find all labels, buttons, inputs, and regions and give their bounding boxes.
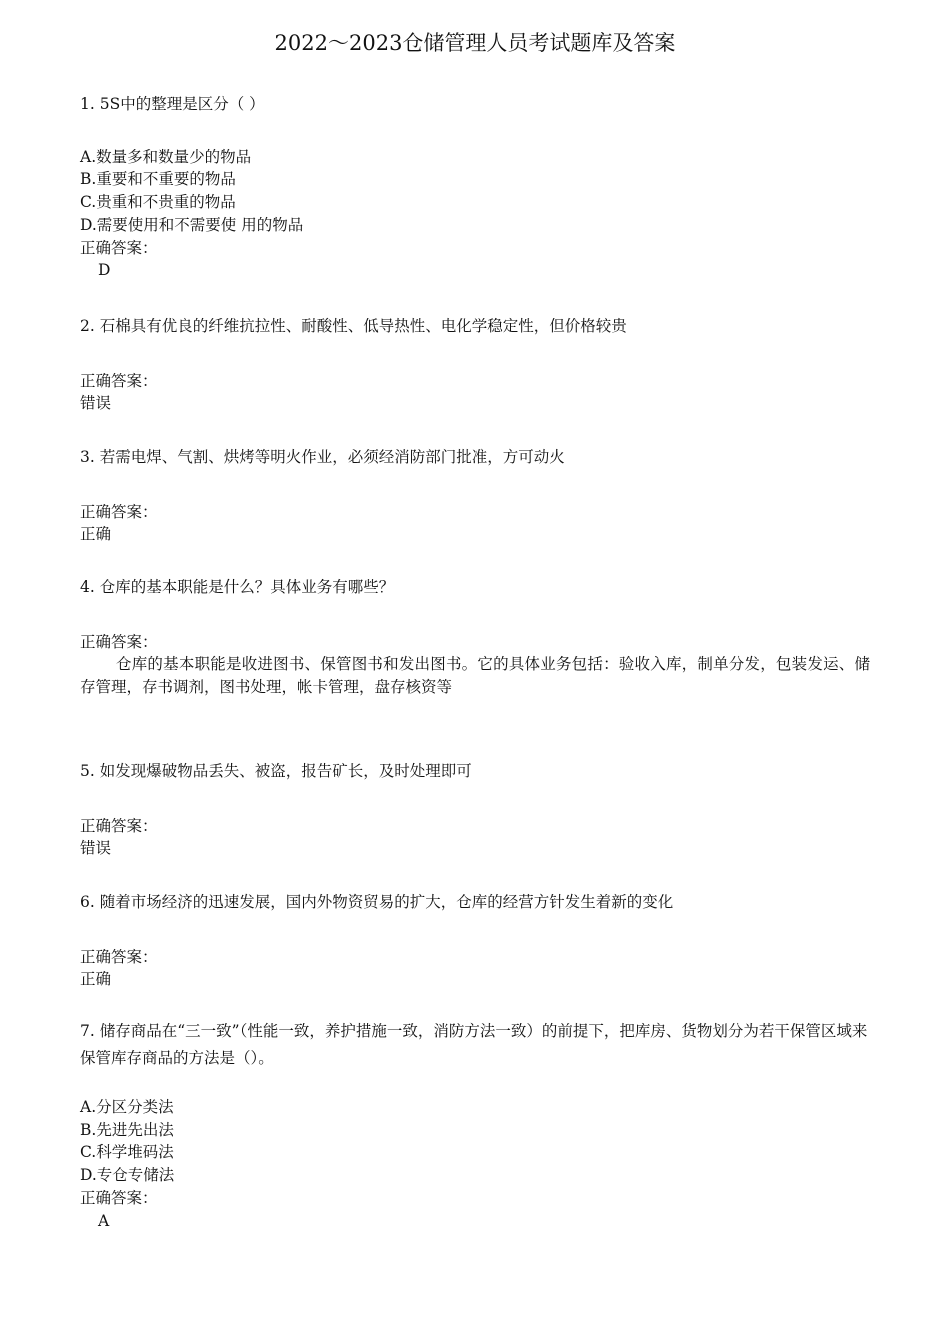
question-6 — [80, 891, 870, 991]
option-d: D.专仓专储法 — [80, 1166, 175, 1185]
answer-label: 正确答案： — [80, 816, 158, 835]
answer-label: 正确答案： — [80, 502, 158, 521]
option-b: B.重要和不重要的物品 — [80, 170, 236, 189]
question-stem: 4. 仓库的基本职能是什么？具体业务有哪些？ — [80, 578, 395, 596]
answer-value: 正确 — [80, 970, 112, 989]
option-a: A.数量多和数量少的物品 — [80, 147, 252, 166]
question-7 — [80, 1018, 870, 1232]
answer-label: 正确答案： — [80, 1188, 158, 1207]
document-title: 2022～2023仓储管理人员考试题库及答案 — [274, 31, 676, 55]
options-list — [80, 146, 870, 237]
option-c: C.贵重和不贵重的物品 — [80, 193, 236, 212]
question-stem: 1. 5S中的整理是区分（ ） — [80, 95, 265, 113]
question-2 — [80, 315, 870, 415]
question-5 — [80, 760, 870, 860]
question-1 — [80, 93, 870, 282]
answer-label: 正确答案： — [80, 371, 158, 390]
options-list — [80, 1096, 870, 1187]
answer-value: A — [98, 1211, 110, 1230]
question-3 — [80, 446, 870, 546]
answer-value: D — [98, 261, 111, 280]
question-stem: 7. 储存商品在“三一致”（性能一致，养护措施一致，消防方法一致）的前提下，把库房、货物划分为若干保管区域来保管库存商品的方法是（）。 — [80, 1022, 868, 1067]
option-b: B.先进先出法 — [80, 1120, 174, 1139]
answer-label: 正确答案： — [80, 632, 158, 651]
question-stem: 3. 若需电焊、气割、烘烤等明火作业，必须经消防部门批准，方可动火 — [80, 448, 565, 466]
answer-value: 仓库的基本职能是收进图书、保管图书和发出图书。它的具体业务包括：验收入库，制单分发，包装发运、储存管理，存书调剂，图书处理，帐卡管理，盘存核资等 — [80, 655, 870, 697]
question-stem: 5. 如发现爆破物品丢失、被盗，报告矿长，及时处理即可 — [80, 762, 472, 780]
answer-value: 错误 — [80, 839, 112, 858]
answer-value: 正确 — [80, 525, 112, 544]
option-d: D.需要使用和不需要使 用的物品 — [80, 215, 304, 234]
question-stem: 6. 随着市场经济的迅速发展，国内外物资贸易的扩大，仓库的经营方针发生着新的变化 — [80, 893, 674, 911]
answer-value: 错误 — [80, 394, 112, 413]
answer-label: 正确答案： — [80, 238, 158, 257]
option-c: C.科学堆码法 — [80, 1143, 174, 1162]
question-stem: 2. 石棉具有优良的纤维抗拉性、耐酸性、低导热性、电化学稳定性，但价格较贵 — [80, 317, 627, 335]
question-4 — [80, 576, 870, 699]
answer-label: 正确答案： — [80, 947, 158, 966]
option-a: A.分区分类法 — [80, 1098, 174, 1116]
